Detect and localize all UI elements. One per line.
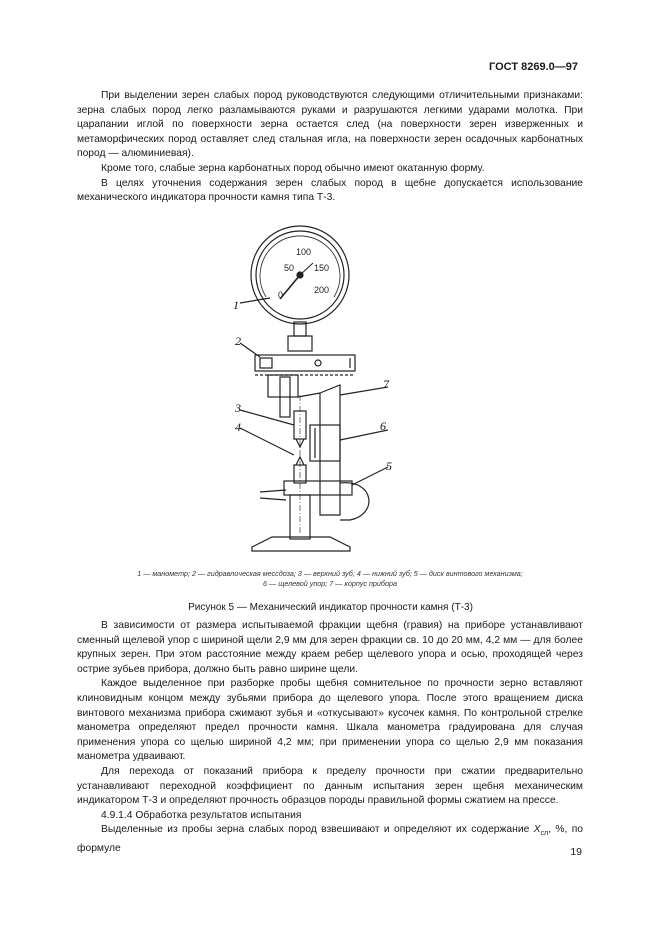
gauge-label-100: 100 xyxy=(296,247,312,257)
main-paragraph: Каждое выделенное при разборке пробы щебня сомнительное по прочности зерно вставляют клиновидным концом между зубьями прибора до щелевого упора. После этого вращением диска винтового механизма прибора сжимают зубья и «откусывают» кусочек камня. По контрольной стрелке манометра определяют предел прочности камня. Шкала манометра градуирована для случая применения упора со щелью шириной 4,2 мм; при применении упора со щелью 2,9 мм показания манометра удваивают. xyxy=(77,678,583,763)
main-text xyxy=(77,619,583,857)
callout-7: 7 xyxy=(383,377,389,391)
intro-paragraph: В целях уточнения содержания зерен слабых пород в щебне допускается использование механического индикатора прочности камня типа Т-3. xyxy=(77,177,583,204)
gauge-label-50: 50 xyxy=(284,263,295,273)
callout-4: 4 xyxy=(235,420,241,434)
figure-caption: Рисунок 5 — Механический индикатор прочности камня (Т-3) xyxy=(188,602,473,613)
callout-3: 3 xyxy=(235,401,241,415)
variable-subscript: сл xyxy=(540,830,549,838)
intro-paragraph: При выделении зерен слабых пород руководствуются следующими отличительными признаками: зерна слабых пород легко разламываются руками и разрушаются легкими ударами молотка. При царапании иглой по поверхности зерна остается след (на поверхности зерен изверженных и метаморфических пород оставляет след стальная игла, на поверхности зерен осадочных карбонатных пород — алюминиевая). xyxy=(77,90,583,160)
paragraph-text: , %, по формуле xyxy=(77,824,583,854)
main-paragraph xyxy=(77,823,583,856)
figure-legend xyxy=(70,569,590,589)
main-paragraph: Для перехода от показаний прибора к пределу прочности при сжатии предварительно устанавливают переходной коэффициент по данным испытания зерен щебня механическим индикатором Т-3 и определяют прочность образцов породы правильной формы сжатием на прессе. xyxy=(77,765,583,807)
callout-1: 1 xyxy=(233,298,239,312)
variable-symbol: X xyxy=(533,824,541,836)
intro-text xyxy=(77,89,583,206)
strength-indicator-figure xyxy=(200,215,460,567)
page-number: 19 xyxy=(570,846,582,858)
section-heading: 4.9.1.4 Обработка результатов испытания xyxy=(101,809,302,821)
callout-2: 2 xyxy=(235,334,241,348)
intro-paragraph: Кроме того, слабые зерна карбонатных пород обычно имеют окатанную форму. xyxy=(101,162,485,174)
callout-5: 5 xyxy=(386,459,392,473)
strength-indicator-drawing xyxy=(200,215,460,567)
gauge-label-0: 0 xyxy=(278,290,284,300)
gauge-label-200: 200 xyxy=(314,285,330,295)
standard-header: ГОСТ 8269.0—97 xyxy=(489,61,578,73)
main-paragraph: В зависимости от размера испытываемой фракции щебня (гравия) на приборе устанавливают сменный щелевой упор с шириной щели 2,9 мм для зерен фракции св. 10 до 20 мм, 4,2 мм — для более крупных зерен. При этом расстояние между краем ребер щелевого упора и осью, проходящей через острие зубьев прибора, должно быть равно ширине щели. xyxy=(77,620,583,675)
callout-6: 6 xyxy=(380,419,386,433)
legend-line: 1 — манометр; 2 — гидравлическая мессдоза; 3 — верхний зуб; 4 — нижний зуб; 5 — диск винтового механизма; xyxy=(137,569,523,578)
gauge-label-150: 150 xyxy=(314,263,330,273)
paragraph-text: Выделенные из пробы зерна слабых пород взвешивают и определяют их содержание xyxy=(101,824,534,836)
legend-line: 6 — щелевой упор; 7 — корпус прибора xyxy=(263,579,397,588)
